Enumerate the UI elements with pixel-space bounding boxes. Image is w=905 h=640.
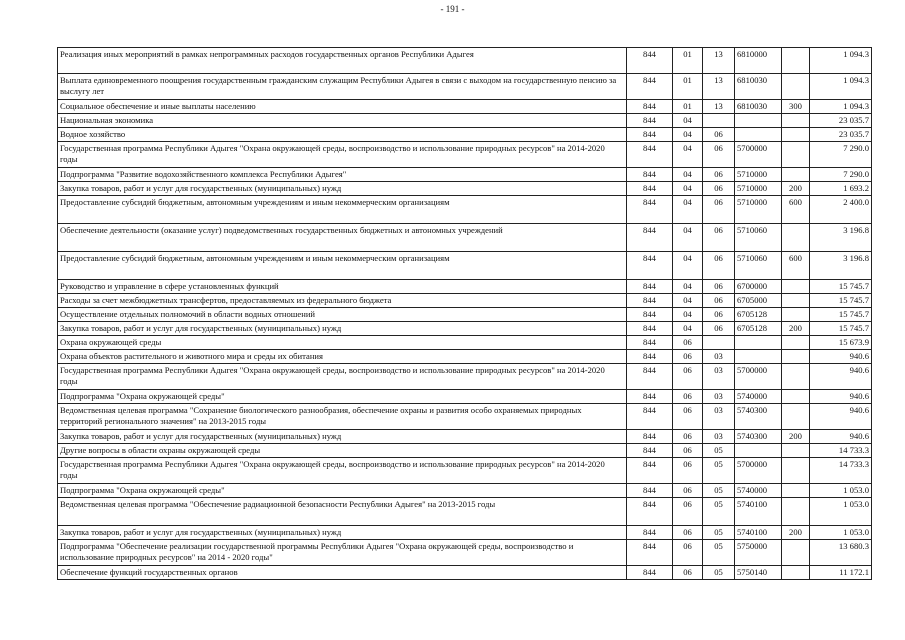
- row-name: Национальная экономика: [58, 114, 627, 128]
- row-department-code: 844: [627, 308, 673, 322]
- row-amount: 3 196.8: [810, 252, 872, 280]
- row-subsection-code: 05: [703, 498, 735, 526]
- row-section-code: 06: [673, 526, 703, 540]
- row-name: Обеспечение функций государственных органов: [58, 566, 627, 580]
- row-department-code: 844: [627, 294, 673, 308]
- row-name: Другие вопросы в области охраны окружающей среды: [58, 444, 627, 458]
- row-amount: 11 172.1: [810, 566, 872, 580]
- row-name: Водное хозяйство: [58, 128, 627, 142]
- row-subsection-code: 06: [703, 322, 735, 336]
- row-subsection-code: 06: [703, 182, 735, 196]
- row-section-code: 01: [673, 100, 703, 114]
- row-expense-type-code: 200: [782, 322, 810, 336]
- row-target-article-code: 5710000: [735, 168, 782, 182]
- row-section-code: 04: [673, 196, 703, 224]
- row-target-article-code: 6810030: [735, 100, 782, 114]
- row-expense-type-code: [782, 308, 810, 322]
- row-name: Государственная программа Республики Адыгея "Охрана окружающей среды, воспроизводство и использование природных ресурсов" на 2014-2020 годы: [58, 364, 627, 390]
- row-subsection-code: 03: [703, 404, 735, 430]
- row-target-article-code: 6705128: [735, 308, 782, 322]
- row-department-code: 844: [627, 322, 673, 336]
- row-name: Ведомственная целевая программа "Обеспечение радиационной безопасности Республики Адыгея" на 2013-2015 годы: [58, 498, 627, 526]
- row-amount: 23 035.7: [810, 128, 872, 142]
- table-row: [58, 128, 872, 142]
- row-name: Охрана окружающей среды: [58, 336, 627, 350]
- table-row: [58, 168, 872, 182]
- row-expense-type-code: 600: [782, 196, 810, 224]
- row-amount: 940.6: [810, 390, 872, 404]
- row-target-article-code: [735, 128, 782, 142]
- row-name: Государственная программа Республики Адыгея "Охрана окружающей среды, воспроизводство и использование природных ресурсов" на 2014-2020 годы: [58, 458, 627, 484]
- row-department-code: 844: [627, 48, 673, 74]
- table-row: [58, 294, 872, 308]
- row-section-code: 06: [673, 364, 703, 390]
- row-amount: 3 196.8: [810, 224, 872, 252]
- row-name: Закупка товаров, работ и услуг для государственных (муниципальных) нужд: [58, 526, 627, 540]
- table-row: [58, 308, 872, 322]
- row-subsection-code: [703, 114, 735, 128]
- row-department-code: 844: [627, 280, 673, 294]
- row-section-code: 01: [673, 74, 703, 100]
- row-subsection-code: 13: [703, 48, 735, 74]
- row-subsection-code: 06: [703, 142, 735, 168]
- row-expense-type-code: 200: [782, 182, 810, 196]
- row-subsection-code: 06: [703, 294, 735, 308]
- table-row: [58, 280, 872, 294]
- budget-table: [57, 47, 872, 580]
- row-target-article-code: 6705000: [735, 294, 782, 308]
- row-section-code: 04: [673, 252, 703, 280]
- table-row: [58, 484, 872, 498]
- row-section-code: 06: [673, 498, 703, 526]
- budget-table-body: [58, 48, 872, 580]
- row-expense-type-code: [782, 224, 810, 252]
- row-expense-type-code: [782, 74, 810, 100]
- row-target-article-code: [735, 350, 782, 364]
- row-target-article-code: 5700000: [735, 364, 782, 390]
- row-department-code: 844: [627, 100, 673, 114]
- row-section-code: 06: [673, 336, 703, 350]
- row-target-article-code: 5750140: [735, 566, 782, 580]
- table-row: [58, 196, 872, 224]
- row-target-article-code: 5710000: [735, 182, 782, 196]
- row-name: Подпрограмма "Охрана окружающей среды": [58, 484, 627, 498]
- row-amount: 1 094.3: [810, 74, 872, 100]
- row-section-code: 04: [673, 224, 703, 252]
- row-amount: 7 290.0: [810, 168, 872, 182]
- row-expense-type-code: 600: [782, 252, 810, 280]
- table-row: [58, 566, 872, 580]
- row-department-code: 844: [627, 142, 673, 168]
- row-subsection-code: 13: [703, 74, 735, 100]
- row-subsection-code: 05: [703, 540, 735, 566]
- row-amount: 1 053.0: [810, 498, 872, 526]
- row-expense-type-code: [782, 498, 810, 526]
- table-row: [58, 364, 872, 390]
- row-target-article-code: 5710060: [735, 224, 782, 252]
- row-amount: 14 733.3: [810, 444, 872, 458]
- row-expense-type-code: [782, 128, 810, 142]
- row-department-code: 844: [627, 484, 673, 498]
- row-target-article-code: 5700000: [735, 458, 782, 484]
- table-row: [58, 224, 872, 252]
- table-row: [58, 444, 872, 458]
- row-expense-type-code: [782, 336, 810, 350]
- row-section-code: 04: [673, 322, 703, 336]
- row-department-code: 844: [627, 566, 673, 580]
- row-section-code: 04: [673, 168, 703, 182]
- row-subsection-code: 05: [703, 444, 735, 458]
- table-row: [58, 322, 872, 336]
- row-amount: 15 745.7: [810, 308, 872, 322]
- row-name: Обеспечение деятельности (оказание услуг) подведомственных государственных бюджетных и автономных учреждений: [58, 224, 627, 252]
- row-target-article-code: 5740000: [735, 484, 782, 498]
- row-amount: 23 035.7: [810, 114, 872, 128]
- row-section-code: 04: [673, 308, 703, 322]
- row-section-code: 06: [673, 566, 703, 580]
- row-section-code: 06: [673, 458, 703, 484]
- row-target-article-code: 5740100: [735, 498, 782, 526]
- row-amount: 1 053.0: [810, 526, 872, 540]
- row-name: Закупка товаров, работ и услуг для государственных (муниципальных) нужд: [58, 430, 627, 444]
- row-expense-type-code: [782, 142, 810, 168]
- row-section-code: 06: [673, 540, 703, 566]
- row-target-article-code: 5750000: [735, 540, 782, 566]
- row-expense-type-code: [782, 48, 810, 74]
- row-name: Расходы за счет межбюджетных трансфертов, предоставляемых из федерального бюджета: [58, 294, 627, 308]
- table-row: [58, 526, 872, 540]
- row-department-code: 844: [627, 444, 673, 458]
- table-row: [58, 48, 872, 74]
- row-name: Выплата единовременного поощрения государственным гражданским служащим Республики Адыгея в связи с выходом на государственную пенсию за выслугу лет: [58, 74, 627, 100]
- table-row: [58, 404, 872, 430]
- row-subsection-code: 03: [703, 364, 735, 390]
- row-expense-type-code: [782, 114, 810, 128]
- row-subsection-code: 06: [703, 196, 735, 224]
- row-department-code: 844: [627, 458, 673, 484]
- row-department-code: 844: [627, 336, 673, 350]
- table-row: [58, 498, 872, 526]
- row-section-code: 04: [673, 294, 703, 308]
- row-amount: 7 290.0: [810, 142, 872, 168]
- row-amount: 1 053.0: [810, 484, 872, 498]
- row-expense-type-code: [782, 350, 810, 364]
- row-department-code: 844: [627, 128, 673, 142]
- row-amount: 940.6: [810, 430, 872, 444]
- row-name: Охрана объектов растительного и животного мира и среды их обитания: [58, 350, 627, 364]
- row-target-article-code: 5740300: [735, 404, 782, 430]
- table-row: [58, 252, 872, 280]
- row-name: Государственная программа Республики Адыгея "Охрана окружающей среды, воспроизводство и использование природных ресурсов" на 2014-2020 годы: [58, 142, 627, 168]
- row-expense-type-code: [782, 404, 810, 430]
- row-amount: 15 673.9: [810, 336, 872, 350]
- row-target-article-code: [735, 444, 782, 458]
- row-name: Предоставление субсидий бюджетным, автономным учреждениям и иным некоммерческим организациям: [58, 196, 627, 224]
- row-section-code: 04: [673, 182, 703, 196]
- row-amount: 15 745.7: [810, 294, 872, 308]
- row-expense-type-code: 300: [782, 100, 810, 114]
- row-department-code: 844: [627, 196, 673, 224]
- table-row: [58, 430, 872, 444]
- row-expense-type-code: [782, 540, 810, 566]
- row-target-article-code: 6705128: [735, 322, 782, 336]
- row-subsection-code: 05: [703, 458, 735, 484]
- row-target-article-code: 6810030: [735, 74, 782, 100]
- row-name: Ведомственная целевая программа "Сохранение биологического разнообразия, обеспечение охраны и развития особо охраняемых природных территорий регионального значения" на 2013-2015 годы: [58, 404, 627, 430]
- row-expense-type-code: [782, 294, 810, 308]
- row-name: Подпрограмма "Обеспечение реализации государственной программы Республики Адыгея "Охрана окружающей среды, воспроизводство и использование природных ресурсов" на 2014 - 2020 годы": [58, 540, 627, 566]
- row-subsection-code: 06: [703, 252, 735, 280]
- table-row: [58, 540, 872, 566]
- row-subsection-code: 05: [703, 484, 735, 498]
- row-section-code: 06: [673, 430, 703, 444]
- row-department-code: 844: [627, 430, 673, 444]
- row-section-code: 04: [673, 142, 703, 168]
- row-subsection-code: 13: [703, 100, 735, 114]
- row-expense-type-code: 200: [782, 526, 810, 540]
- row-section-code: 04: [673, 128, 703, 142]
- row-amount: 940.6: [810, 364, 872, 390]
- row-subsection-code: 06: [703, 224, 735, 252]
- table-row: [58, 458, 872, 484]
- row-expense-type-code: [782, 280, 810, 294]
- row-amount: 14 733.3: [810, 458, 872, 484]
- row-target-article-code: 5740300: [735, 430, 782, 444]
- row-target-article-code: 5710000: [735, 196, 782, 224]
- row-subsection-code: 03: [703, 350, 735, 364]
- table-row: [58, 100, 872, 114]
- row-department-code: 844: [627, 404, 673, 430]
- row-name: Подпрограмма "Развитие водохозяйственного комплекса Республики Адыгея": [58, 168, 627, 182]
- row-expense-type-code: [782, 364, 810, 390]
- row-subsection-code: 05: [703, 566, 735, 580]
- row-name: Реализация иных мероприятий в рамках непрограммных расходов государственных органов Республики Адыгея: [58, 48, 627, 74]
- row-target-article-code: 5700000: [735, 142, 782, 168]
- row-amount: 15 745.7: [810, 322, 872, 336]
- row-section-code: 04: [673, 280, 703, 294]
- row-target-article-code: 5710060: [735, 252, 782, 280]
- row-target-article-code: 6700000: [735, 280, 782, 294]
- row-department-code: 844: [627, 498, 673, 526]
- table-row: [58, 182, 872, 196]
- row-name: Осуществление отдельных полномочий в области водных отношений: [58, 308, 627, 322]
- row-section-code: 06: [673, 404, 703, 430]
- row-section-code: 06: [673, 444, 703, 458]
- row-target-article-code: 5740000: [735, 390, 782, 404]
- row-subsection-code: [703, 336, 735, 350]
- row-department-code: 844: [627, 540, 673, 566]
- table-row: [58, 390, 872, 404]
- row-department-code: 844: [627, 182, 673, 196]
- row-section-code: 06: [673, 390, 703, 404]
- row-department-code: 844: [627, 74, 673, 100]
- row-section-code: 04: [673, 114, 703, 128]
- row-expense-type-code: [782, 566, 810, 580]
- row-subsection-code: 03: [703, 390, 735, 404]
- row-expense-type-code: [782, 390, 810, 404]
- row-target-article-code: [735, 114, 782, 128]
- row-subsection-code: 06: [703, 280, 735, 294]
- row-target-article-code: 5740100: [735, 526, 782, 540]
- table-row: [58, 350, 872, 364]
- page-number: - 191 -: [440, 4, 465, 14]
- row-department-code: 844: [627, 224, 673, 252]
- row-expense-type-code: [782, 168, 810, 182]
- row-department-code: 844: [627, 168, 673, 182]
- row-name: Подпрограмма "Охрана окружающей среды": [58, 390, 627, 404]
- row-target-article-code: 6810000: [735, 48, 782, 74]
- row-amount: 940.6: [810, 350, 872, 364]
- row-department-code: 844: [627, 252, 673, 280]
- row-name: Социальное обеспечение и иные выплаты населению: [58, 100, 627, 114]
- row-department-code: 844: [627, 526, 673, 540]
- row-department-code: 844: [627, 114, 673, 128]
- row-amount: 15 745.7: [810, 280, 872, 294]
- row-expense-type-code: 200: [782, 430, 810, 444]
- row-section-code: 06: [673, 350, 703, 364]
- row-amount: 13 680.3: [810, 540, 872, 566]
- table-row: [58, 74, 872, 100]
- row-subsection-code: 06: [703, 168, 735, 182]
- row-name: Закупка товаров, работ и услуг для государственных (муниципальных) нужд: [58, 182, 627, 196]
- row-target-article-code: [735, 336, 782, 350]
- row-section-code: 01: [673, 48, 703, 74]
- row-subsection-code: 03: [703, 430, 735, 444]
- row-subsection-code: 06: [703, 308, 735, 322]
- row-expense-type-code: [782, 458, 810, 484]
- row-department-code: 844: [627, 350, 673, 364]
- row-section-code: 06: [673, 484, 703, 498]
- row-expense-type-code: [782, 484, 810, 498]
- row-subsection-code: 05: [703, 526, 735, 540]
- row-subsection-code: 06: [703, 128, 735, 142]
- row-expense-type-code: [782, 444, 810, 458]
- row-amount: 1 094.3: [810, 100, 872, 114]
- table-row: [58, 336, 872, 350]
- row-name: Руководство и управление в сфере установленных функций: [58, 280, 627, 294]
- table-row: [58, 114, 872, 128]
- row-name: Закупка товаров, работ и услуг для государственных (муниципальных) нужд: [58, 322, 627, 336]
- row-name: Предоставление субсидий бюджетным, автономным учреждениям и иным некоммерческим организациям: [58, 252, 627, 280]
- row-amount: 1 693.2: [810, 182, 872, 196]
- row-department-code: 844: [627, 364, 673, 390]
- row-amount: 1 094.3: [810, 48, 872, 74]
- table-row: [58, 142, 872, 168]
- row-amount: 940.6: [810, 404, 872, 430]
- row-department-code: 844: [627, 390, 673, 404]
- row-amount: 2 400.0: [810, 196, 872, 224]
